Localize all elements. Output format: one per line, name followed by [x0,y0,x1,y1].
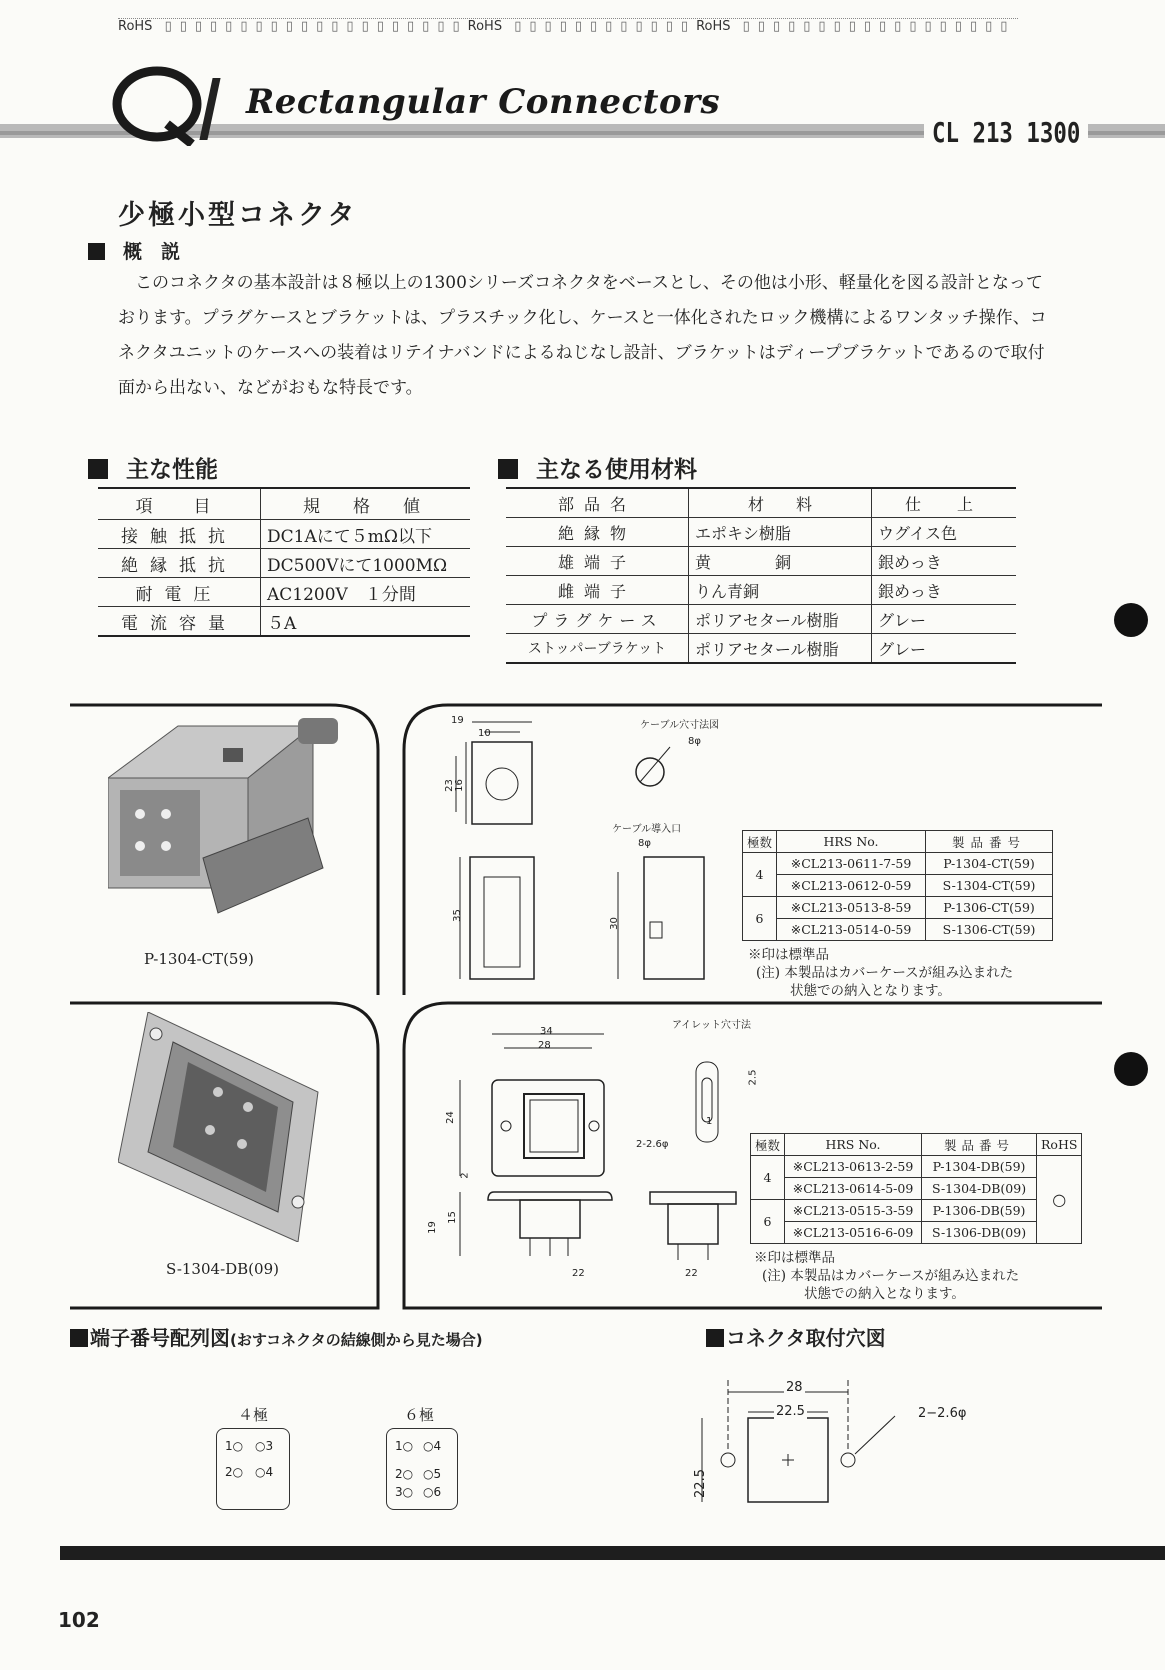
rohs-label-a: RoHS [118,19,153,34]
dim-15: 15 [446,1211,458,1224]
plug-notes [748,946,1013,1000]
cell: DC500Vにて1000MΩ [261,549,471,578]
dim-2: 2 [459,1172,471,1179]
cell: グレー [872,634,1017,664]
pin-number: 3 [395,1485,403,1499]
col-header: 材 料 [689,488,872,518]
table-row [743,875,1053,897]
col-header: HRS No. [785,1134,922,1156]
square-bullet-icon [88,243,105,260]
cell: プラグケース [506,605,689,634]
cell: S-1306-DB(09) [922,1222,1037,1244]
cell: S-1306-CT(59) [926,919,1053,941]
page-number: 102 [58,1608,100,1632]
cell: ポリアセタール樹脂 [689,605,872,634]
cell: グレー [872,605,1017,634]
dim-24: 24 [444,1111,456,1124]
col-header: RoHS [1037,1134,1082,1156]
margin-dot [1114,603,1148,637]
eyelet-label: アイレット穴寸法 [672,1020,751,1031]
dim-2-2.6phi: 2-2.6φ [636,1139,669,1150]
dim-8phi-b: 8φ [638,838,651,849]
cell: りん青銅 [689,576,872,605]
cell: 銀めっき [872,547,1017,576]
plug-part-table [742,830,1053,941]
note-line: ※印は標準品 [748,947,829,963]
note-line: (注) 本製品はカバーケースが組み込まれた [756,965,1014,981]
materials-heading [498,451,697,484]
dim-22.5-vertical: 22.5 [692,1469,708,1498]
table-header-row [751,1134,1082,1156]
cell: ※CL213-0611-7-59 [777,853,926,875]
dim-22-b: 22 [685,1268,698,1279]
dim-34: 34 [540,1026,553,1037]
table-row [98,607,470,637]
table-header-row [743,831,1053,853]
dim-19: 19 [451,715,464,726]
model-number: CL 213 1300 [924,116,1088,149]
pin-number: 2 [395,1467,403,1481]
cell: ※CL213-0614-5-09 [785,1178,922,1200]
square-bullet-icon [88,459,108,479]
dim-30: 30 [608,917,620,930]
pin-number: 1 [395,1439,403,1453]
performance-heading [88,451,218,484]
note-line: 状態での納入となります。 [790,983,951,999]
table-row [743,853,1053,875]
note-line: 状態での納入となります。 [804,1286,965,1302]
cell: ※CL213-0515-3-59 [785,1200,922,1222]
table-row [98,549,470,578]
rohs-label-b: RoHS [467,19,503,34]
cell: 絶縁物 [506,518,689,547]
cable-hole-label: ケーブル穴寸法図 [640,720,720,731]
dim-23: 23 [443,779,455,792]
cell: ※CL213-0516-6-09 [785,1222,922,1244]
six-pole-label: ６極 [404,1406,435,1424]
square-bullet-icon [70,1329,88,1347]
dim-hole: 2−2.6φ [918,1406,967,1421]
table-row [98,520,470,549]
plug-photo [108,718,358,918]
cell: 耐電圧 [98,578,261,607]
table-header-row [98,488,470,520]
col-header: 極数 [743,831,777,853]
col-header: 製品番号 [922,1134,1037,1156]
table-row [506,518,1016,547]
cell: ※CL213-0514-0-59 [777,919,926,941]
cell: 絶縁抵抗 [98,549,261,578]
cell: 銀めっき [872,576,1017,605]
dim-28-mount: 28 [786,1380,803,1395]
note-line: ※印は標準品 [754,1250,835,1266]
overview-text: このコネクタの基本設計は８極以上の1300シリーズコネクタをベースとし、その他は小形、軽量化を図る設計となっております。プラグケースとブラケットは、プラスチック化し、ケースと一体化されたロック機構によるワンタッチ操作、コネクタユニットのケースへの装着はリテイナバンドによるねじなし設計、ブラケットはディープブラケットであるので取付面から出ない、などがおもな特長です。 [118,273,1047,398]
dim-10: 10 [478,728,491,739]
col-header: 部品名 [506,488,689,518]
col-header: HRS No. [777,831,926,853]
dim-2.5: 2.5 [747,1069,759,1086]
pin-number: 5 [433,1467,442,1481]
square-bullet-icon [706,1329,724,1347]
table-row [506,576,1016,605]
cell: ５A [261,607,471,637]
overview-heading-text: 概 説 [123,241,181,263]
cell: ※CL213-0613-2-59 [785,1156,922,1178]
plug-drawing [440,712,740,992]
cell: ※CL213-0513-8-59 [777,897,926,919]
cell: ウグイス色 [872,518,1017,547]
table-row [506,605,1016,634]
table-row [751,1222,1082,1244]
pinout-heading [70,1322,483,1351]
dim-28: 28 [538,1040,551,1051]
cell: P-1304-DB(59) [922,1156,1037,1178]
cell: AC1200V １分間 [261,578,471,607]
cell: 雌端子 [506,576,689,605]
cell: S-1304-CT(59) [926,875,1053,897]
mounting-heading-text: コネクタ取付穴図 [726,1326,886,1350]
pin-number: 3 [265,1439,274,1453]
pin-number: 1 [225,1439,233,1453]
cable-entry-label: ケーブル導入口 [612,824,682,835]
col-header: 項 目 [98,488,261,520]
socket-drawing [440,1024,740,1294]
performance-heading-text: 主な性能 [126,457,218,483]
dim-22-a: 22 [572,1268,585,1279]
cell: 電流容量 [98,607,261,637]
rohs-mark: ○ [1037,1156,1082,1244]
brand-title: Rectangular Connectors [240,82,726,122]
mounting-hole-drawing [690,1380,930,1530]
dim-35: 35 [451,909,463,922]
col-header: 極数 [751,1134,785,1156]
cell: S-1304-DB(09) [922,1178,1037,1200]
table-row [506,634,1016,664]
table-row [98,578,470,607]
dim-22.5-horizontal: 22.5 [776,1404,805,1419]
four-pole-diagram: 1○ ○3 2○ ○4 [216,1428,290,1510]
q-logo-icon [112,66,208,146]
materials-table [506,487,1016,664]
cell: 6 [743,897,777,941]
table-row [506,547,1016,576]
cell: 雄端子 [506,547,689,576]
notice-line1 [118,2,1018,19]
pin-number: 4 [433,1439,442,1453]
col-header: 製品番号 [926,831,1053,853]
four-pole-label: ４極 [238,1406,269,1424]
cell: ストッパーブラケット [506,634,689,664]
pin-number: 2 [225,1465,233,1479]
margin-dot [1114,1052,1148,1086]
footer-band [60,1546,1165,1560]
cell: P-1304-CT(59) [926,853,1053,875]
dim-8phi-a: 8φ [688,736,701,747]
overview-heading [88,237,180,264]
cell: 4 [751,1156,785,1200]
rohs-label-c: RoHS [696,19,731,34]
table-row [743,897,1053,919]
cell: 黄 銅 [689,547,872,576]
socket-notes [754,1249,1019,1303]
pin-number: 6 [433,1485,442,1499]
table-row [751,1156,1082,1178]
pinout-subheading: (おすコネクタの結線側から見た場合) [230,1331,483,1349]
pin-number: 4 [265,1465,274,1479]
table-row [751,1200,1082,1222]
dim-1: 1 [706,1116,713,1127]
cell: ※CL213-0612-0-59 [777,875,926,897]
cell: 6 [751,1200,785,1244]
cell: P-1306-DB(59) [922,1200,1037,1222]
col-header: 規 格 値 [261,488,471,520]
socket-caption: S-1304-DB(09) [166,1260,279,1278]
cell: エポキシ樹脂 [689,518,872,547]
col-header: 仕 上 [872,488,1017,518]
cell: 4 [743,853,777,897]
dim-16: 16 [453,779,465,792]
cell: ポリアセタール樹脂 [689,634,872,664]
mounting-heading [706,1322,886,1351]
plug-caption: P-1304-CT(59) [144,950,254,968]
performance-table [98,487,470,637]
table-row [743,919,1053,941]
note-line: (注) 本製品はカバーケースが組み込まれた [762,1268,1020,1284]
socket-part-table [750,1133,1082,1244]
rohs-notice: RoHS ▯▯▯▯▯▯▯▯▯▯▯▯▯▯▯▯▯▯▯▯RoHS ▯▯▯▯▯▯▯▯▯▯▯▯RoHS ▯▯▯▯▯▯▯▯▯▯▯▯▯▯▯▯▯▯ [118,2,1078,35]
cell: P-1306-CT(59) [926,897,1053,919]
socket-photo [118,1012,338,1242]
square-bullet-icon [498,459,518,479]
page-title: 少極小型コネクタ [118,200,358,231]
table-header-row [506,488,1016,518]
dim-19-b: 19 [426,1221,438,1234]
cell: DC1Aにて５mΩ以下 [261,520,471,549]
materials-heading-text: 主なる使用材料 [536,457,697,483]
pinout-heading-text: 端子番号配列図 [90,1326,230,1350]
six-pole-diagram: 1○ ○4 2○ ○5 3○ ○6 [386,1428,458,1510]
table-row [751,1178,1082,1200]
cell: 接触抵抗 [98,520,261,549]
